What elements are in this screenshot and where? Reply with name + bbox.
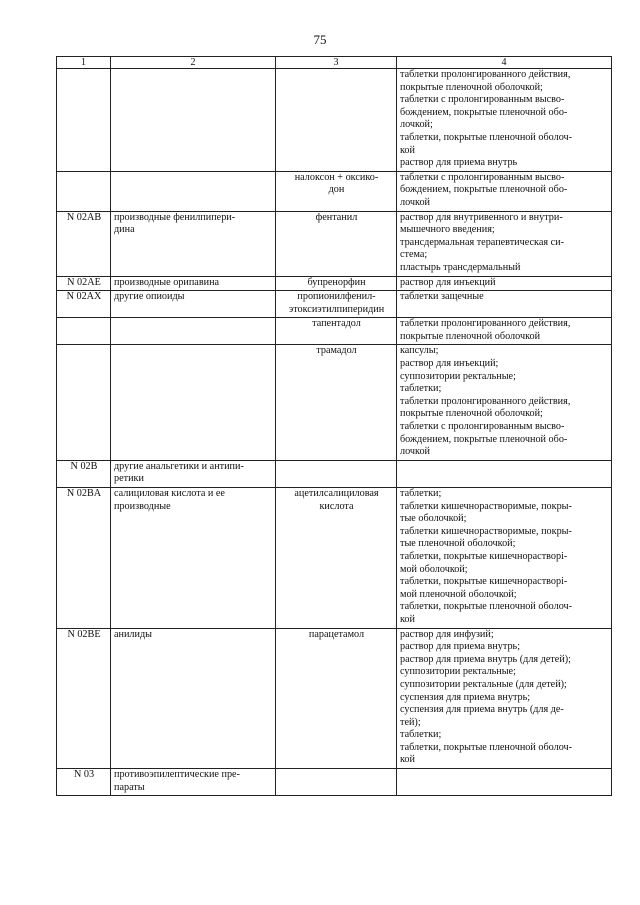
dosage-form-line: таблетки, покрытые пленочной оболоч- <box>400 601 573 613</box>
drug-name-cell <box>276 211 397 276</box>
dosage-forms-cell <box>397 488 612 629</box>
table-row <box>57 211 612 276</box>
dosage-form-line: таблетки; <box>400 729 442 741</box>
dosage-form-line: лочкой <box>400 196 431 208</box>
dosage-forms-cell <box>397 628 612 769</box>
dosage-form-line: покрытые пленочной оболочкой <box>400 330 541 342</box>
dosage-form-line: таблетки, покрытые пленочной оболоч- <box>400 131 573 143</box>
drug-name-line: дон <box>328 184 345 196</box>
dosage-form-line: раствор для приема внутрь (для детей); <box>400 653 571 665</box>
atc-code-cell: N 02AB <box>57 211 111 276</box>
group-text-line: производные <box>114 500 171 512</box>
dosage-forms-cell <box>397 211 612 276</box>
dosage-form-line: раствор для приема внутрь; <box>400 641 521 653</box>
dosage-forms-cell <box>397 769 612 796</box>
drug-name-line: фентанил <box>315 211 358 223</box>
group-text-line: другие анальгетики и антипи- <box>114 460 244 472</box>
dosage-form-line: мой оболочкой; <box>400 563 468 575</box>
table-row <box>57 318 612 345</box>
table-row <box>57 488 612 629</box>
dosage-form-line: суппозитории ректальные; <box>400 666 516 678</box>
dosage-form-line: таблетки защечные <box>400 291 484 303</box>
drug-name-line: тапентадол <box>312 318 361 330</box>
dosage-form-line: кой <box>400 144 415 156</box>
dosage-form-line: таблетки с пролонгированным высво- <box>400 94 565 106</box>
dosage-form-line: тей); <box>400 716 421 728</box>
anatomical-group-cell <box>111 769 276 796</box>
group-text-line: параты <box>114 781 145 793</box>
table-header-row <box>57 57 612 69</box>
dosage-forms-cell <box>397 291 612 318</box>
atc-code-cell <box>57 318 111 345</box>
dosage-form-line: покрытые пленочной оболочкой; <box>400 408 543 420</box>
dosage-form-line: тые пленочной оболочкой; <box>400 538 516 550</box>
column-header-1: 1 <box>57 57 111 69</box>
dosage-form-line: таблетки с пролонгированным высво- <box>400 421 565 433</box>
anatomical-group-cell <box>111 628 276 769</box>
dosage-form-line: тые оболочкой; <box>400 513 467 525</box>
group-text-line: анилиды <box>114 628 152 640</box>
table-row <box>57 460 612 487</box>
dosage-form-line: таблетки; <box>400 488 442 499</box>
table-row <box>57 276 612 291</box>
dosage-form-line: раствор для инфузий; <box>400 628 494 640</box>
drug-name-cell <box>276 276 397 291</box>
dosage-form-line: таблетки, покрытые кишечнорастворі- <box>400 550 568 562</box>
atc-code-cell <box>57 69 111 172</box>
drug-name-line: парацетамол <box>308 628 365 640</box>
dosage-form-line: таблетки; <box>400 383 442 395</box>
dosage-forms-cell <box>397 345 612 460</box>
dosage-form-line: лочкой <box>400 446 431 458</box>
group-text-line: производные орипавина <box>114 276 220 288</box>
dosage-form-line: таблетки, покрытые кишечнорастворі- <box>400 576 568 588</box>
dosage-form-line: таблетки, покрытые пленочной оболоч- <box>400 741 573 753</box>
anatomical-group-cell <box>111 211 276 276</box>
dosage-form-line: кой <box>400 613 415 625</box>
dosage-form-line: бождением, покрытые пленочной обо- <box>400 106 568 118</box>
table-row <box>57 69 612 172</box>
atc-code-cell: N 02AE <box>57 276 111 291</box>
anatomical-group-cell <box>111 345 276 460</box>
dosage-form-line: таблетки пролонгированного действия, <box>400 395 571 407</box>
atc-code-cell: N 02BE <box>57 628 111 769</box>
dosage-form-line: бождением, покрытые пленочной обо- <box>400 433 568 445</box>
dosage-form-line: раствор для инъекций <box>400 276 496 288</box>
atc-code-cell: N 02B <box>57 460 111 487</box>
drug-name-cell <box>276 291 397 318</box>
drug-name-cell <box>276 318 397 345</box>
dosage-forms-cell <box>397 69 612 172</box>
dosage-form-line: суппозитории ректальные (для детей); <box>400 678 567 690</box>
drug-name-cell <box>276 628 397 769</box>
dosage-forms-cell <box>397 171 612 211</box>
dosage-form-line: лочкой; <box>400 119 433 131</box>
drug-name-cell <box>276 460 397 487</box>
table-row <box>57 291 612 318</box>
drug-name-line: бупренорфин <box>307 276 366 288</box>
drug-name-cell <box>276 69 397 172</box>
drug-name-cell <box>276 345 397 460</box>
column-header-3: 3 <box>276 57 397 69</box>
table-row <box>57 345 612 460</box>
drug-name-cell <box>276 488 397 629</box>
group-text-line: производные фенилпипери- <box>114 211 236 223</box>
anatomical-group-cell <box>111 318 276 345</box>
dosage-form-line: таблетки кишечнорастворимые, покры- <box>400 525 572 537</box>
dosage-form-line: таблетки с пролонгированным высво- <box>400 171 565 183</box>
anatomical-group-cell <box>111 460 276 487</box>
atc-code-cell <box>57 171 111 211</box>
table-row <box>57 769 612 796</box>
dosage-form-line: таблетки пролонгированного действия, <box>400 318 571 330</box>
dosage-forms-cell <box>397 460 612 487</box>
drug-name-line: кислота <box>319 500 354 512</box>
group-text-line: дина <box>114 224 135 236</box>
dosage-form-line: раствор для приема внутрь <box>400 157 518 169</box>
dosage-form-line: раствор для инъекций; <box>400 358 499 370</box>
drug-table <box>56 56 612 796</box>
drug-name-line: трамадол <box>316 345 357 357</box>
atc-code-cell: N 03 <box>57 769 111 796</box>
dosage-form-line: бождением, покрытые пленочной обо- <box>400 184 568 196</box>
anatomical-group-cell <box>111 276 276 291</box>
anatomical-group-cell <box>111 171 276 211</box>
dosage-form-line: мой пленочной оболочкой; <box>400 588 517 600</box>
dosage-form-line: таблетки пролонгированного действия, <box>400 69 571 80</box>
dosage-form-line: мышечного введения; <box>400 224 495 236</box>
page-number: 75 <box>313 32 327 47</box>
atc-code-cell <box>57 345 111 460</box>
group-text-line: ретики <box>114 473 144 485</box>
column-header-4: 4 <box>397 57 612 69</box>
anatomical-group-cell <box>111 488 276 629</box>
table-row <box>57 628 612 769</box>
dosage-form-line: кой <box>400 754 415 766</box>
dosage-form-line: капсулы; <box>400 345 439 357</box>
group-text-line: противоэпилептические пре- <box>114 769 240 781</box>
dosage-form-line: покрытые пленочной оболочкой; <box>400 81 543 93</box>
anatomical-group-cell <box>111 69 276 172</box>
dosage-form-line: пластырь трансдермальный <box>400 261 521 273</box>
column-header-2: 2 <box>111 57 276 69</box>
atc-code-cell: N 02BA <box>57 488 111 629</box>
drug-name-line: налоксон + оксико- <box>294 171 379 183</box>
dosage-form-line: раствор для внутривенного и внутри- <box>400 211 563 223</box>
atc-code-cell: N 02AX <box>57 291 111 318</box>
drug-name-line: пропионилфенил- <box>297 291 376 303</box>
group-text-line: салициловая кислота и ее <box>114 488 225 499</box>
dosage-form-line: суспензия для приема внутрь; <box>400 691 531 703</box>
dosage-form-line: суппозитории ректальные; <box>400 370 516 382</box>
drug-name-cell <box>276 171 397 211</box>
dosage-forms-cell <box>397 276 612 291</box>
table-body <box>57 69 612 796</box>
dosage-form-line: таблетки кишечнорастворимые, покры- <box>400 500 572 512</box>
dosage-form-line: стема; <box>400 249 428 261</box>
dosage-form-line: суспензия для приема внутрь (для де- <box>400 704 564 716</box>
anatomical-group-cell <box>111 291 276 318</box>
group-text-line: другие опиоиды <box>114 291 185 303</box>
dosage-form-line: трансдермальная терапевтическая си- <box>400 236 564 248</box>
table-row <box>57 171 612 211</box>
drug-name-cell <box>276 769 397 796</box>
drug-name-line: этоксиэтилпиперидин <box>288 303 385 315</box>
drug-name-line: ацетилсалициловая <box>294 488 379 499</box>
dosage-forms-cell <box>397 318 612 345</box>
